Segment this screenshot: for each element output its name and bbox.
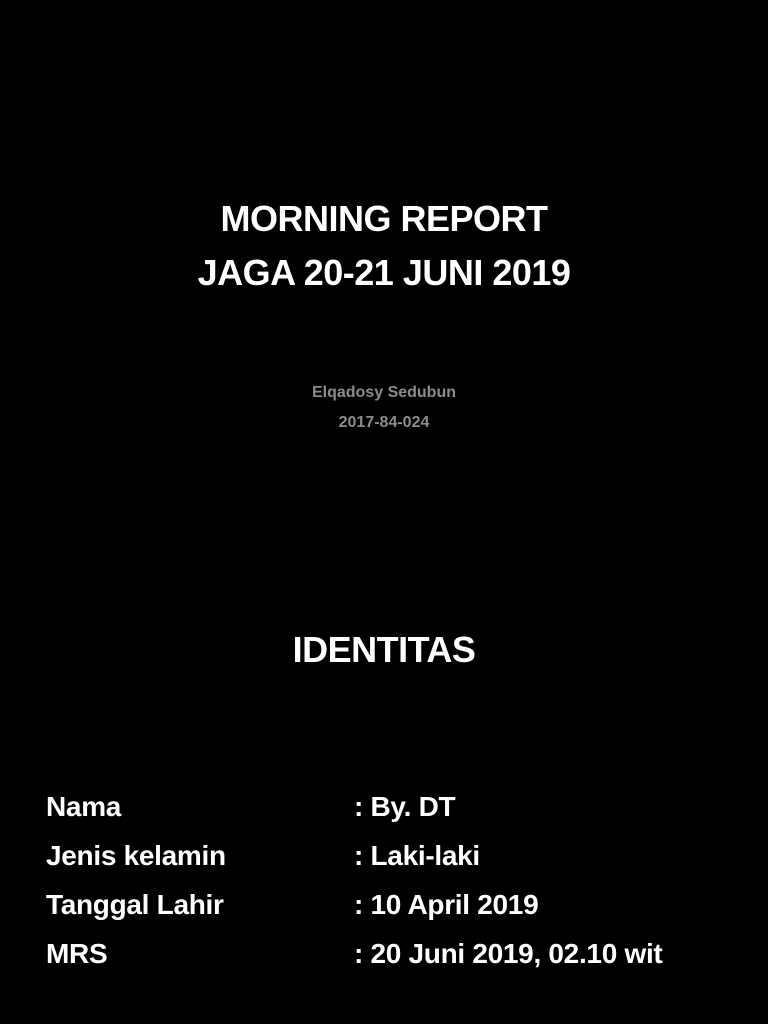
title-block xyxy=(0,192,768,300)
identity-value: : 10 April 2019 xyxy=(354,888,539,920)
identity-label: Tanggal Lahir xyxy=(46,888,224,920)
identity-label: Jenis kelamin xyxy=(46,839,226,871)
identity-value: : 20 Juni 2019, 02.10 wit xyxy=(354,937,663,969)
identity-row-nama xyxy=(46,782,746,831)
slide-title-line-1: MORNING REPORT xyxy=(220,198,548,239)
identity-title: IDENTITAS xyxy=(292,629,476,670)
identity-list xyxy=(46,782,746,978)
subtitle-block xyxy=(0,378,768,438)
identity-label: MRS xyxy=(46,937,108,969)
author-name: Elqadosy Sedubun xyxy=(311,384,456,401)
identity-value: : Laki-laki xyxy=(354,839,480,871)
slide-title-line-2: JAGA 20-21 JUNI 2019 xyxy=(197,252,571,293)
identity-row-mrs xyxy=(46,929,746,978)
identity-value: : By. DT xyxy=(354,790,456,822)
identity-row-tanggal-lahir xyxy=(46,880,746,929)
student-id: 2017-84-024 xyxy=(338,414,430,431)
identity-label: Nama xyxy=(46,790,122,822)
identity-row-jenis-kelamin xyxy=(46,831,746,880)
